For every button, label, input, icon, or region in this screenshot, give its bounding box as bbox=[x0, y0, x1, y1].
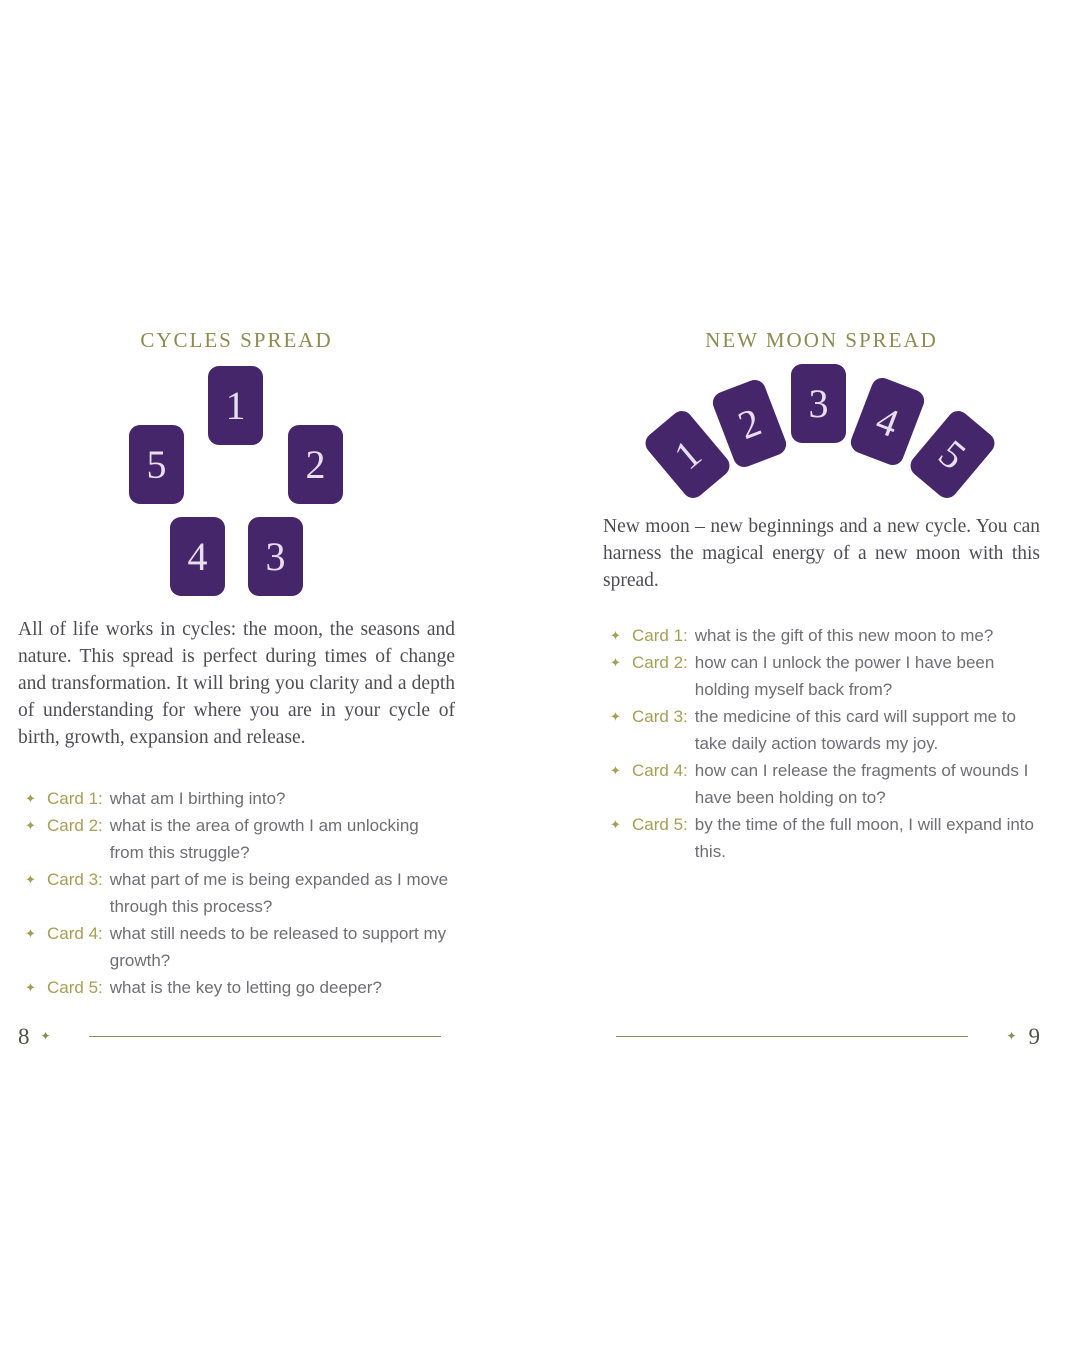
footer-rule bbox=[616, 1036, 968, 1037]
card-question-list bbox=[18, 785, 455, 1001]
star-bullet-icon: ✦ bbox=[610, 655, 621, 670]
star-icon: ✦ bbox=[40, 1029, 51, 1043]
page-right bbox=[603, 0, 1040, 1350]
card-label: Card 1: bbox=[47, 789, 103, 808]
card-label: Card 5: bbox=[47, 978, 103, 997]
card-label: Card 3: bbox=[47, 870, 103, 889]
tarot-card-1 bbox=[208, 366, 263, 445]
card-number: 3 bbox=[265, 533, 286, 579]
star-bullet-icon: ✦ bbox=[25, 791, 36, 806]
page-footer-left bbox=[18, 1020, 455, 1052]
list-item bbox=[18, 812, 455, 866]
card-number: 4 bbox=[870, 396, 906, 446]
card-label: Card 1: bbox=[632, 626, 688, 645]
card-label: Card 4: bbox=[47, 924, 103, 943]
page-number: 9 bbox=[1028, 1023, 1040, 1049]
tarot-card-3 bbox=[791, 364, 846, 443]
tarot-card-4 bbox=[170, 517, 225, 596]
list-item bbox=[603, 757, 1040, 811]
tarot-card-2 bbox=[288, 425, 343, 504]
card-question: by the time of the full moon, I will expand into this. bbox=[694, 815, 1034, 861]
card-question: what is the area of growth I am unlocking from this struggle? bbox=[109, 816, 419, 862]
star-bullet-icon: ✦ bbox=[25, 926, 36, 941]
page-number: 8 bbox=[18, 1023, 30, 1049]
tarot-card-3 bbox=[248, 517, 303, 596]
list-item bbox=[18, 920, 455, 974]
page-title-new-moon-spread: NEW MOON SPREAD bbox=[705, 328, 938, 352]
list-item bbox=[603, 649, 1040, 703]
star-bullet-icon: ✦ bbox=[25, 818, 36, 833]
card-label: Card 4: bbox=[632, 761, 688, 780]
star-bullet-icon: ✦ bbox=[610, 709, 621, 724]
card-number: 2 bbox=[305, 441, 326, 487]
card-number: 5 bbox=[146, 441, 167, 487]
card-question: the medicine of this card will support me to take daily action towards my joy. bbox=[694, 707, 1017, 753]
list-item bbox=[18, 974, 455, 1001]
star-bullet-icon: ✦ bbox=[25, 980, 36, 995]
cycles-spread-diagram bbox=[18, 366, 455, 601]
card-question: what still needs to be released to support my growth? bbox=[109, 924, 447, 970]
intro-paragraph: New moon – new beginnings and a new cycle. You can harness the magical energy of a new moon with this spread. bbox=[603, 516, 1040, 591]
tarot-card-5 bbox=[906, 407, 999, 503]
list-item bbox=[603, 622, 1040, 649]
card-label: Card 2: bbox=[47, 816, 103, 835]
page-left bbox=[18, 0, 455, 1350]
card-number: 1 bbox=[225, 382, 246, 428]
card-question-list bbox=[603, 622, 1040, 865]
card-label: Card 2: bbox=[632, 653, 688, 672]
card-number: 5 bbox=[930, 430, 975, 478]
list-item bbox=[18, 866, 455, 920]
list-item bbox=[603, 703, 1040, 757]
star-bullet-icon: ✦ bbox=[610, 763, 621, 778]
new-moon-spread-diagram bbox=[603, 360, 1040, 520]
card-number: 1 bbox=[665, 430, 710, 478]
card-question: how can I unlock the power I have been holding myself back from? bbox=[694, 653, 995, 699]
page-footer-right bbox=[603, 1020, 1040, 1052]
card-label: Card 3: bbox=[632, 707, 688, 726]
star-bullet-icon: ✦ bbox=[610, 628, 621, 643]
card-label: Card 5: bbox=[632, 815, 688, 834]
page-title-cycles-spread: CYCLES SPREAD bbox=[140, 328, 333, 352]
card-question: what is the key to letting go deeper? bbox=[109, 978, 382, 997]
star-bullet-icon: ✦ bbox=[610, 817, 621, 832]
card-number: 2 bbox=[731, 398, 767, 448]
star-bullet-icon: ✦ bbox=[25, 872, 36, 887]
card-number: 3 bbox=[808, 380, 829, 426]
star-icon: ✦ bbox=[1006, 1029, 1017, 1043]
card-question: how can I release the fragments of wounds I have been holding on to? bbox=[694, 761, 1029, 807]
tarot-card-5 bbox=[129, 425, 184, 504]
card-question: what am I birthing into? bbox=[109, 789, 286, 808]
footer-rule bbox=[89, 1036, 441, 1037]
intro-paragraph: All of life works in cycles: the moon, the seasons and nature. This spread is perfect during times of change and transformation. It will bring you clarity and a depth of understanding for where you are in your cycle of birth, growth, expansion and release. bbox=[18, 619, 455, 748]
list-item bbox=[603, 811, 1040, 865]
list-item bbox=[18, 785, 455, 812]
card-question: what is the gift of this new moon to me? bbox=[694, 626, 994, 645]
card-number: 4 bbox=[187, 533, 208, 579]
card-question: what part of me is being expanded as I move through this process? bbox=[109, 870, 449, 916]
